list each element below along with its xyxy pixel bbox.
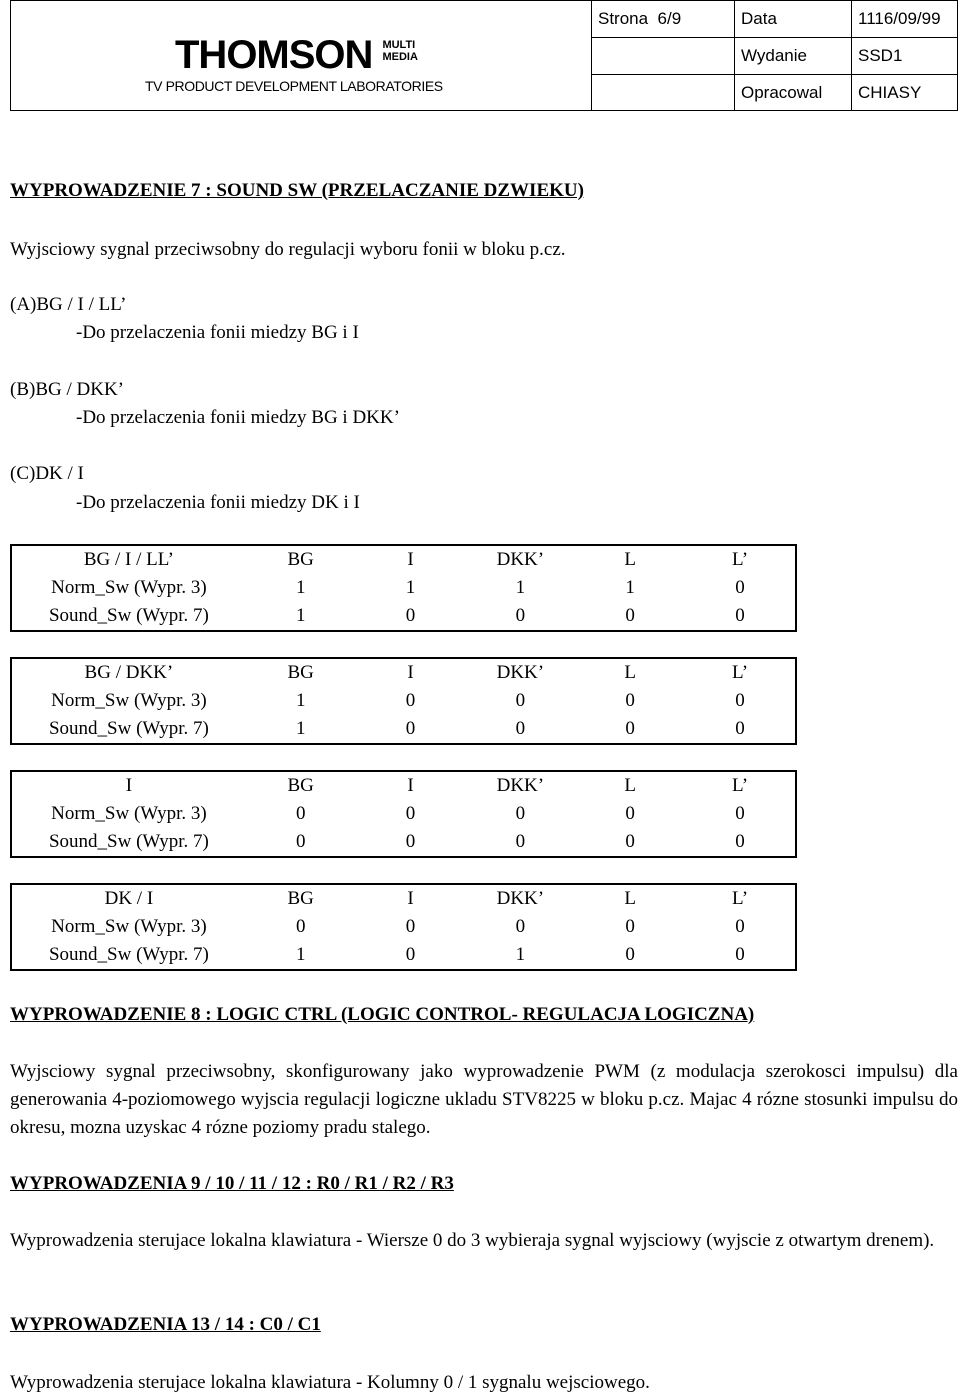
table-cell: L’	[731, 888, 749, 909]
section-8-heading: WYPROWADZENIE 8 : LOGIC CTRL (LOGIC CONTROL- REGULACJA LOGICZNA)	[10, 1004, 755, 1025]
table-cell: 1	[295, 605, 306, 626]
table-row	[12, 602, 795, 630]
table-cell: L	[624, 662, 636, 683]
meta-value: 1116/09/99	[852, 1, 959, 38]
section-9-12-text: Wyprowadzenia sterujace lokalna klawiatura - Wiersze 0 do 3 wybieraja sygnal wyjsciowy (wyjscie z otwartym drenem).	[10, 1230, 935, 1251]
table-cell: 0	[625, 803, 635, 824]
table-cell: I	[407, 888, 414, 909]
table-cell: 1	[295, 944, 306, 965]
table-cell: Norm_Sw (Wypr. 3)	[51, 690, 207, 711]
table-cell: 1	[625, 577, 635, 598]
table-cell: DKK’	[496, 662, 545, 683]
logo-wordmark: THOMSON	[175, 33, 373, 77]
table-cell: Sound_Sw (Wypr. 7)	[48, 944, 209, 965]
table-cell: Norm_Sw (Wypr. 3)	[51, 803, 207, 824]
table-cell: 0	[625, 831, 635, 852]
table-row	[12, 828, 795, 856]
table-cell: L	[624, 549, 636, 570]
table-cell: BG / I / LL’	[83, 549, 174, 570]
table-cell: 0	[405, 803, 416, 824]
table-cell: 0	[405, 690, 416, 711]
table-cell: 1	[515, 944, 526, 965]
lab-name: TV PRODUCT DEVELOPMENT LABORATORIES	[145, 78, 443, 94]
table-cell: Norm_Sw (Wypr. 3)	[51, 577, 207, 598]
table-cell: Norm_Sw (Wypr. 3)	[51, 916, 207, 937]
table-cell: 0	[405, 605, 416, 626]
table-cell: 0	[735, 718, 745, 739]
table-cell: 0	[515, 605, 526, 626]
section-13-14-heading: WYPROWADZENIA 13 / 14 : C0 / C1	[10, 1314, 321, 1335]
table-cell: L’	[731, 549, 749, 570]
logo-multimedia	[382, 39, 417, 63]
table-cell: 1	[405, 577, 416, 598]
header-meta-table	[591, 1, 958, 110]
table-cell: 0	[515, 831, 526, 852]
table-cell: 0	[295, 916, 306, 937]
table-cell: 0	[405, 944, 416, 965]
table-cell: Sound_Sw (Wypr. 7)	[48, 831, 209, 852]
table-header-row	[12, 885, 795, 913]
logo-sub-line-2: MEDIA	[382, 51, 418, 63]
table-cell: 0	[625, 718, 635, 739]
table-cell: L	[624, 775, 636, 796]
table-row	[12, 687, 795, 715]
table-cell: 0	[625, 916, 635, 937]
table-cell: BG	[287, 888, 314, 909]
table-cell: 0	[295, 831, 306, 852]
header-logo-area	[11, 1, 591, 110]
mode-c-desc: -Do przelaczenia fonii miedzy DK i I	[76, 492, 360, 513]
mode-b-desc: -Do przelaczenia fonii miedzy BG i DKK’	[76, 407, 400, 428]
table-cell: 0	[405, 831, 416, 852]
table-row	[12, 941, 795, 969]
section-13-14-text: Wyprowadzenia sterujace lokalna klawiatura - Kolumny 0 / 1 sygnalu wejsciowego.	[10, 1372, 650, 1393]
table-cell: 0	[735, 605, 745, 626]
switch-table-bg-i-ll	[10, 544, 797, 632]
thomson-logo	[175, 35, 418, 75]
table-cell: 1	[295, 718, 306, 739]
table-header-row	[12, 659, 795, 687]
meta-row	[592, 38, 958, 75]
section-7-heading: WYPROWADZENIE 7 : SOUND SW (PRZELACZANIE DZWIEKU)	[10, 180, 584, 201]
table-header-row	[12, 772, 795, 800]
meta-label: Data	[735, 1, 852, 38]
document-header	[10, 0, 958, 111]
table-cell: 0	[735, 690, 745, 711]
table-cell: DKK’	[496, 775, 545, 796]
meta-label: Wydanie	[735, 38, 852, 75]
table-cell: 0	[735, 944, 745, 965]
meta-cell	[592, 38, 735, 75]
meta-cell: Strona 6/9	[592, 1, 735, 38]
meta-value: CHIASY	[852, 75, 959, 112]
table-cell: L’	[731, 662, 749, 683]
switch-table-i	[10, 770, 797, 858]
section-8-text: Wyjsciowy sygnal przeciwsobny, skonfigurowany jako wyprowadzenie PWM (z modulacja szerokosci impulsu) dla generowania 4-poziomowego wyjscia regulacji logiczne ukladu STV8225 w bloku p.cz. Majac 4 rózne stosunki impulsu do okresu, mozna uzyskac 4 rózne poziomy pradu stalego.	[10, 1061, 958, 1138]
meta-row	[592, 75, 958, 112]
switch-table-bg-dkk	[10, 657, 797, 745]
table-cell: 1	[515, 577, 526, 598]
table-row	[12, 913, 795, 941]
meta-row	[592, 1, 958, 38]
table-row	[12, 800, 795, 828]
mode-a-desc: -Do przelaczenia fonii miedzy BG i I	[76, 322, 359, 343]
section-9-12-heading: WYPROWADZENIA 9 / 10 / 11 / 12 : R0 / R1 / R2 / R3	[10, 1173, 454, 1194]
table-cell: 0	[515, 718, 526, 739]
logo-sub-line-1: MULTI	[382, 39, 416, 51]
table-cell: 0	[625, 605, 635, 626]
table-cell: L’	[731, 775, 749, 796]
table-cell: BG	[287, 662, 314, 683]
mode-a-name: (A)BG / I / LL’	[10, 294, 127, 315]
table-cell: Sound_Sw (Wypr. 7)	[48, 718, 209, 739]
table-row	[12, 715, 795, 743]
table-cell: DK / I	[104, 888, 154, 909]
table-header-row	[12, 546, 795, 574]
table-cell: Sound_Sw (Wypr. 7)	[48, 605, 209, 626]
table-cell: 1	[295, 690, 306, 711]
table-cell: DKK’	[496, 549, 545, 570]
table-cell: 0	[295, 803, 306, 824]
table-cell: BG / DKK’	[84, 662, 174, 683]
mode-b-name: (B)BG / DKK’	[10, 379, 124, 400]
table-cell: I	[125, 775, 133, 796]
table-cell: I	[407, 775, 414, 796]
table-cell: DKK’	[496, 888, 545, 909]
table-cell: I	[407, 549, 414, 570]
table-cell: 0	[735, 831, 745, 852]
table-cell: 0	[405, 916, 416, 937]
table-cell: 0	[515, 916, 526, 937]
table-cell: BG	[287, 775, 314, 796]
switch-table-dk-i	[10, 883, 797, 971]
table-row	[12, 574, 795, 602]
table-cell: 0	[515, 803, 526, 824]
table-cell: 0	[735, 577, 745, 598]
table-cell: 0	[405, 718, 416, 739]
mode-c-name: (C)DK / I	[10, 463, 84, 484]
table-cell: 0	[735, 803, 745, 824]
meta-value: SSD1	[852, 38, 959, 75]
table-cell: 0	[735, 916, 745, 937]
table-cell: 1	[295, 577, 306, 598]
table-cell: 0	[515, 690, 526, 711]
table-cell: BG	[287, 549, 314, 570]
meta-cell	[592, 75, 735, 112]
table-cell: 0	[625, 944, 635, 965]
meta-label: Opracowal	[735, 75, 852, 112]
section-7-desc: Wyjsciowy sygnal przeciwsobny do regulacji wyboru fonii w bloku p.cz.	[10, 239, 566, 260]
table-cell: L	[624, 888, 636, 909]
table-cell: I	[407, 662, 414, 683]
table-cell: 0	[625, 690, 635, 711]
